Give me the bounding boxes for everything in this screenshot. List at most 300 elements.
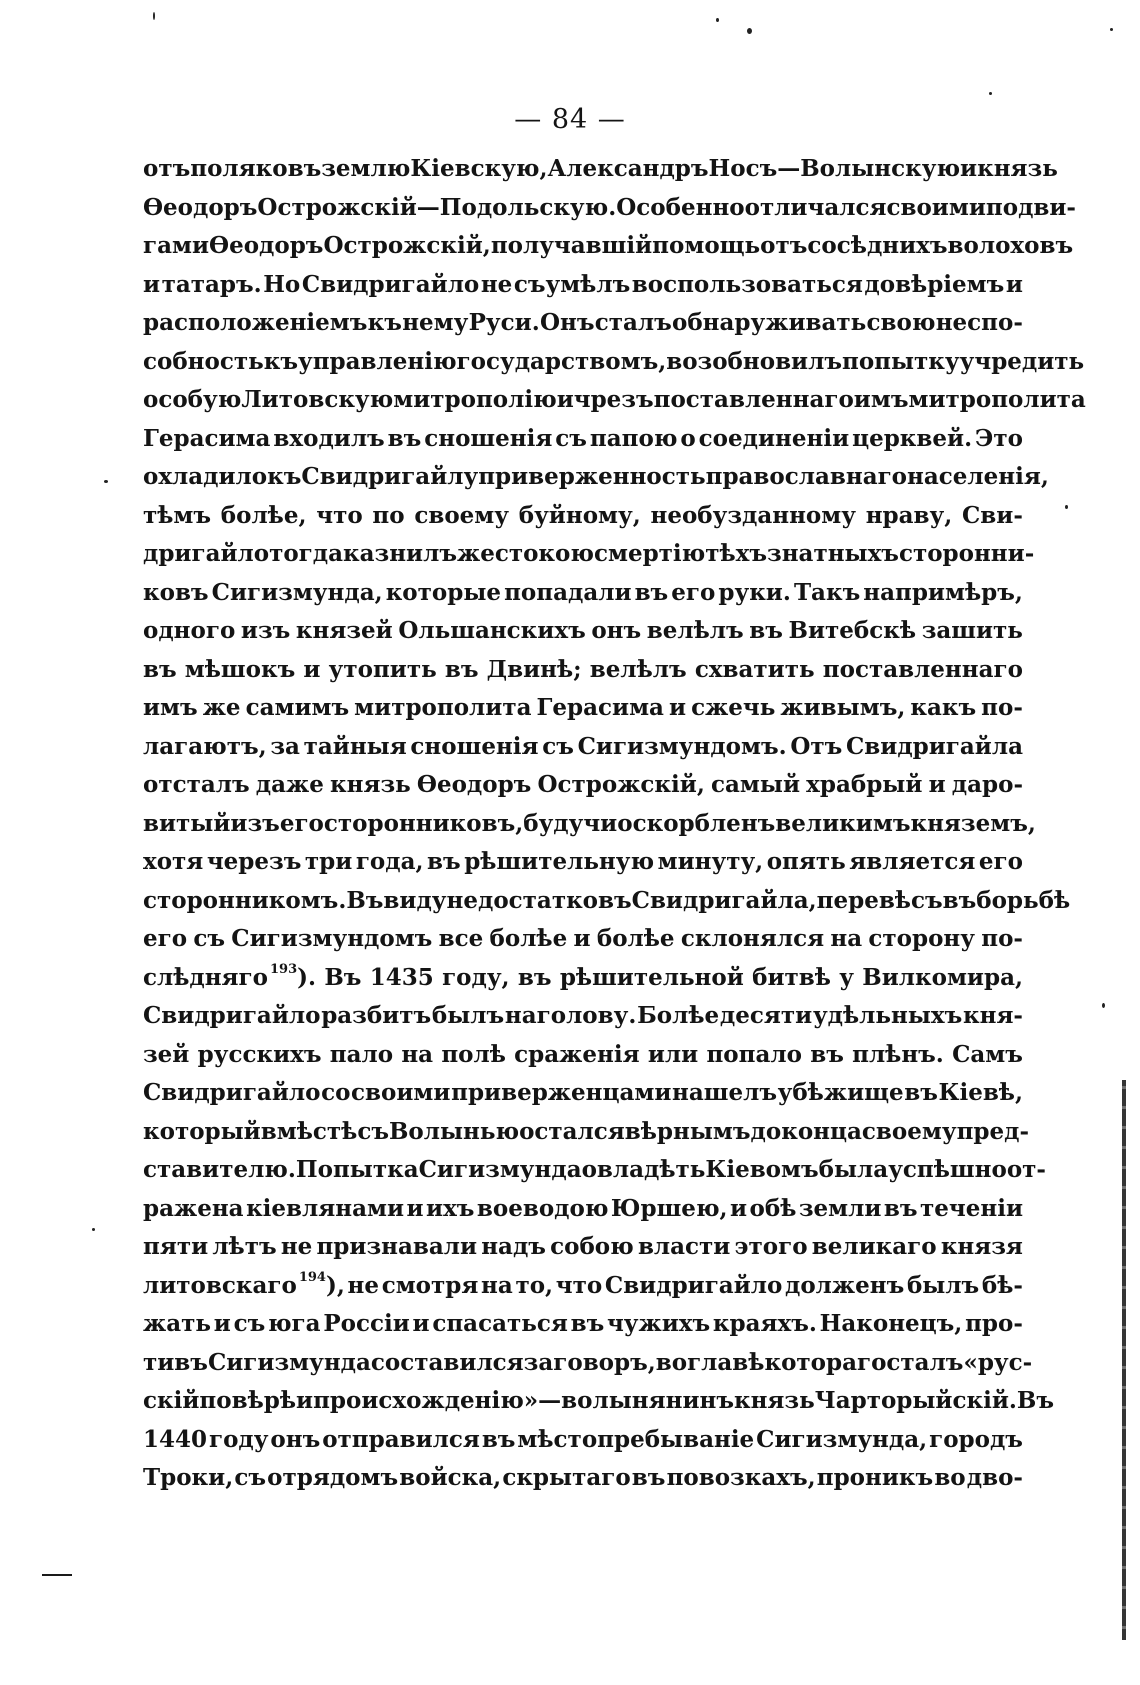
word: конца bbox=[781, 1117, 862, 1145]
word: рѣшительной bbox=[559, 963, 744, 991]
word: охладило bbox=[143, 463, 268, 490]
text-line bbox=[143, 1267, 1023, 1306]
word: во bbox=[655, 1348, 688, 1376]
word: от- bbox=[1006, 1156, 1046, 1183]
word: Вилкомира, bbox=[862, 963, 1023, 991]
word: или bbox=[647, 1040, 699, 1068]
word: и bbox=[668, 694, 687, 721]
word: съ bbox=[542, 732, 574, 760]
word: котораго bbox=[764, 1348, 887, 1376]
text-line bbox=[143, 304, 1023, 343]
word: «рус- bbox=[963, 1348, 1033, 1376]
word: мѣшокъ bbox=[184, 655, 296, 683]
word: сношенія bbox=[410, 732, 539, 760]
word: ражена bbox=[143, 1194, 244, 1222]
word: отличался bbox=[744, 193, 887, 221]
word: къ bbox=[367, 309, 402, 336]
word: сраженія bbox=[514, 1040, 640, 1068]
word: учредить bbox=[959, 347, 1085, 375]
text-line bbox=[143, 189, 1076, 228]
text-line bbox=[143, 1074, 1023, 1113]
word: убѣжище bbox=[777, 1079, 904, 1106]
word: сталъ bbox=[594, 309, 672, 336]
text-line bbox=[143, 997, 1023, 1036]
word: главѣ bbox=[687, 1348, 765, 1376]
word: нраву, bbox=[865, 501, 953, 529]
word: и bbox=[730, 1194, 748, 1222]
word: не bbox=[347, 1271, 379, 1299]
word: жестокою bbox=[456, 540, 594, 567]
word: Чарторыйскій. bbox=[814, 1387, 1017, 1414]
word: на bbox=[401, 1040, 434, 1068]
word: Сигизмунда bbox=[207, 1348, 371, 1376]
word: неспо- bbox=[935, 309, 1023, 336]
word: папою bbox=[589, 424, 678, 452]
word: отъ bbox=[143, 155, 191, 182]
word: въ bbox=[634, 578, 669, 606]
word: который bbox=[143, 1117, 261, 1145]
scan-speck bbox=[989, 92, 992, 95]
word: будучи bbox=[523, 809, 618, 837]
word: дво- bbox=[966, 1464, 1023, 1491]
word: успѣшно bbox=[888, 1156, 1007, 1183]
word: собою bbox=[550, 1233, 634, 1260]
word: Кіевѣ, bbox=[938, 1079, 1023, 1106]
word: съ bbox=[357, 1117, 389, 1145]
word: этого bbox=[734, 1233, 808, 1260]
word: разбитъ bbox=[321, 1002, 432, 1029]
word: мѣстопребываніе bbox=[517, 1425, 755, 1453]
word: заговоръ, bbox=[523, 1348, 656, 1376]
word: ставителю. bbox=[143, 1156, 296, 1183]
word: году bbox=[208, 1425, 269, 1453]
word: болѣе bbox=[596, 925, 675, 952]
word: изъ bbox=[230, 809, 280, 837]
word: его bbox=[279, 809, 324, 837]
word: Россіи bbox=[323, 1310, 410, 1337]
word: съ bbox=[555, 424, 587, 452]
word: и bbox=[960, 155, 978, 182]
word: Сигизмундомъ bbox=[231, 925, 433, 952]
word: Сигизмундомъ. bbox=[577, 732, 787, 760]
word: поляковъ bbox=[190, 155, 322, 182]
word: удѣльныхъ bbox=[812, 1002, 963, 1029]
scan-speck bbox=[716, 18, 719, 22]
word: Сигизмунда, bbox=[211, 578, 383, 606]
word: повозкахъ, bbox=[666, 1464, 816, 1491]
word: борьбѣ bbox=[976, 886, 1071, 914]
word: скій bbox=[143, 1387, 200, 1414]
word: Особенно bbox=[616, 193, 745, 221]
word: какъ bbox=[910, 694, 977, 721]
word: къ bbox=[263, 347, 298, 375]
word: три bbox=[304, 848, 353, 875]
word: въ bbox=[631, 1464, 666, 1491]
word: Это bbox=[975, 424, 1023, 452]
word: не bbox=[480, 270, 513, 298]
word: отправился bbox=[322, 1425, 480, 1453]
word: бѣ- bbox=[981, 1271, 1023, 1299]
text-line bbox=[143, 689, 1023, 728]
word: велѣлъ bbox=[646, 617, 744, 644]
text-line bbox=[143, 266, 1023, 305]
word: десяти bbox=[719, 1002, 813, 1029]
word: власти bbox=[637, 1233, 731, 1260]
word: проникъ bbox=[816, 1464, 934, 1491]
text-line bbox=[143, 1036, 1023, 1075]
word: Носъ—Волынскую bbox=[708, 155, 961, 182]
scan-speck bbox=[1065, 505, 1068, 509]
word: и bbox=[296, 1387, 314, 1414]
word: Свидригайло bbox=[143, 1079, 321, 1106]
word: овладѣть bbox=[581, 1156, 706, 1183]
text-line bbox=[143, 227, 1074, 266]
word: руки. bbox=[718, 578, 791, 606]
word: помощь bbox=[652, 232, 761, 259]
word: князь bbox=[977, 155, 1058, 182]
word: литовскаго $^{194}$), bbox=[143, 1269, 345, 1299]
word: все bbox=[438, 925, 484, 952]
text-line bbox=[143, 1228, 1023, 1267]
word: Наконецъ, bbox=[819, 1310, 963, 1337]
word: происхожденію»—волынянинъ bbox=[313, 1387, 734, 1414]
text-line bbox=[143, 959, 1023, 998]
footnote-ref: 194 bbox=[298, 1269, 326, 1285]
word: самый bbox=[711, 771, 801, 798]
word: съумѣлъ bbox=[513, 270, 631, 298]
word: волоховъ bbox=[947, 232, 1074, 259]
word: гами bbox=[143, 232, 210, 259]
word: составился bbox=[370, 1348, 524, 1376]
word: смертію bbox=[593, 540, 706, 567]
word: напримѣръ, bbox=[863, 578, 1023, 606]
word: Руси. bbox=[468, 309, 540, 336]
word: утопить bbox=[328, 655, 437, 683]
word: имъ bbox=[853, 386, 909, 413]
word: году, bbox=[442, 963, 510, 991]
word: входилъ bbox=[273, 424, 385, 452]
word: соединеніи bbox=[698, 424, 850, 452]
word: возобновилъ bbox=[666, 347, 842, 375]
word: склонялся bbox=[680, 925, 825, 952]
word: имъ bbox=[143, 694, 198, 721]
word: тѣмъ bbox=[143, 501, 212, 529]
word: то, bbox=[515, 1271, 554, 1299]
scan-speck bbox=[92, 1228, 95, 1231]
word: довѣріемъ bbox=[864, 270, 1005, 298]
word: великимъ bbox=[775, 809, 911, 837]
word: въ bbox=[517, 963, 552, 991]
text-line bbox=[143, 420, 1023, 459]
word: Онъ bbox=[539, 309, 595, 336]
word: онъ bbox=[270, 1425, 321, 1453]
word: воспользоваться bbox=[631, 270, 863, 298]
word: Сигизмунда, bbox=[756, 1425, 928, 1453]
word: митрополита bbox=[354, 694, 532, 721]
scan-speck bbox=[1110, 28, 1113, 31]
word: Герасима bbox=[143, 424, 271, 452]
word: зашить bbox=[921, 617, 1023, 644]
word: минуту, bbox=[657, 848, 764, 875]
word: ковъ bbox=[143, 578, 209, 606]
word: поставленнаго bbox=[653, 386, 854, 413]
word: подви- bbox=[985, 193, 1076, 221]
word: Герасима bbox=[536, 694, 664, 721]
text-line bbox=[143, 612, 1023, 651]
scan-mark bbox=[42, 1574, 72, 1576]
word: и bbox=[556, 386, 574, 413]
word: населенія, bbox=[907, 463, 1049, 490]
text-line bbox=[143, 343, 1085, 382]
word: русскихъ bbox=[197, 1040, 322, 1068]
word: Свидригайла bbox=[845, 732, 1023, 760]
word: тайныя bbox=[303, 732, 407, 760]
word: и bbox=[406, 1194, 424, 1222]
word: является bbox=[849, 848, 976, 875]
word: Острожскій, bbox=[323, 232, 491, 259]
word: битвѣ bbox=[752, 963, 831, 991]
word: Свидригайло bbox=[604, 1271, 783, 1299]
text-line bbox=[143, 1113, 1029, 1152]
text-line bbox=[143, 1382, 1055, 1421]
word: витый bbox=[143, 809, 231, 837]
word: въ bbox=[904, 1079, 938, 1106]
word: была bbox=[818, 1156, 889, 1183]
word: кня- bbox=[963, 1002, 1023, 1029]
word: князь bbox=[733, 1387, 815, 1414]
word: въ bbox=[749, 617, 783, 644]
word: велѣлъ bbox=[589, 655, 687, 683]
word: долженъ bbox=[785, 1271, 905, 1299]
text-line bbox=[143, 651, 1023, 690]
word: казнилъ bbox=[343, 540, 457, 567]
word: и bbox=[412, 1310, 430, 1337]
word: Витебскѣ bbox=[788, 617, 917, 644]
word: и bbox=[213, 1310, 231, 1337]
word: по- bbox=[981, 925, 1023, 952]
word: православнаго bbox=[705, 463, 908, 490]
text-line bbox=[143, 805, 1036, 844]
word: дригайло bbox=[143, 540, 270, 567]
word: Въ bbox=[346, 886, 384, 914]
word: собность bbox=[143, 347, 264, 375]
word: спасаться bbox=[432, 1310, 568, 1337]
scan-speck bbox=[153, 12, 155, 20]
word: Но bbox=[263, 270, 301, 298]
word: воеводою bbox=[476, 1194, 609, 1222]
word: вѣрнымъ bbox=[624, 1117, 751, 1145]
text-line bbox=[143, 381, 1086, 420]
word: попадали bbox=[504, 578, 632, 606]
word: самимъ bbox=[245, 694, 350, 721]
word: Болѣе bbox=[637, 1002, 720, 1029]
word: лѣтъ bbox=[212, 1233, 277, 1260]
word: князь bbox=[330, 771, 411, 798]
scan-speck bbox=[1102, 1003, 1105, 1008]
word: 1440 bbox=[143, 1425, 208, 1453]
word: у bbox=[839, 963, 854, 991]
word: одного bbox=[143, 617, 236, 644]
word: по bbox=[372, 501, 405, 529]
word: полѣ bbox=[441, 1040, 506, 1068]
word: съ bbox=[193, 925, 226, 952]
word: отсталъ bbox=[143, 771, 250, 798]
word: къ bbox=[267, 463, 302, 490]
word: Юршею, bbox=[610, 1194, 728, 1222]
word: своему bbox=[861, 1117, 957, 1145]
word: попало bbox=[706, 1040, 802, 1068]
text-line bbox=[143, 920, 1023, 959]
word: сталъ bbox=[886, 1348, 964, 1376]
word: опять bbox=[766, 848, 846, 875]
word: свою bbox=[866, 309, 936, 336]
word: въ bbox=[427, 848, 461, 875]
text-line bbox=[143, 1190, 1023, 1229]
word: болѣе bbox=[489, 925, 568, 952]
word: обѣ bbox=[749, 1194, 797, 1222]
word: въ bbox=[570, 1310, 605, 1337]
word-tail: ). bbox=[297, 963, 317, 991]
word: пяти bbox=[143, 1233, 209, 1260]
page-number: — 84 — bbox=[514, 104, 626, 135]
word: тогда bbox=[269, 540, 344, 567]
word: сосѣднихъ bbox=[807, 232, 948, 259]
word: Ѳеодоръ bbox=[143, 193, 258, 221]
word: плѣнъ. bbox=[852, 1040, 944, 1068]
word-tail: ), bbox=[325, 1271, 345, 1299]
word: земли bbox=[798, 1194, 882, 1222]
word: храбрый bbox=[806, 771, 923, 798]
word: и bbox=[928, 771, 946, 798]
word: Сигизмунда bbox=[418, 1156, 582, 1183]
word: отрядомъ bbox=[267, 1464, 399, 1491]
scan-speck bbox=[104, 480, 108, 483]
text-line bbox=[143, 574, 1023, 613]
word: землю bbox=[321, 155, 411, 182]
word: Въ bbox=[1016, 1387, 1055, 1414]
scan-binding-edge bbox=[1122, 1080, 1126, 1640]
word: попытку bbox=[841, 347, 960, 375]
word: не bbox=[280, 1233, 313, 1260]
body-text bbox=[143, 150, 1086, 1498]
word: признавали bbox=[316, 1233, 478, 1260]
word: расположеніемъ bbox=[143, 309, 368, 336]
word: сторону bbox=[868, 925, 975, 952]
word: по bbox=[199, 1387, 232, 1414]
text-line bbox=[143, 843, 1023, 882]
text-line bbox=[143, 1459, 1023, 1498]
word: своими bbox=[886, 193, 986, 221]
word: болѣе, bbox=[220, 501, 307, 529]
text-line bbox=[143, 1344, 1033, 1383]
word: на bbox=[481, 1271, 513, 1299]
word: былъ bbox=[906, 1271, 980, 1299]
word: Ольшанскихъ bbox=[398, 617, 586, 644]
word: Свидригайла, bbox=[631, 886, 817, 914]
scan-speck bbox=[747, 28, 752, 34]
word: необузданному bbox=[650, 501, 856, 529]
word: смотря bbox=[381, 1271, 479, 1299]
text-line bbox=[143, 766, 1023, 805]
word: сношенія bbox=[424, 424, 553, 452]
word: татаръ. bbox=[161, 270, 262, 298]
word: поставленнаго bbox=[822, 655, 1023, 683]
word: кіевлянами bbox=[246, 1194, 405, 1222]
word: Волынью bbox=[388, 1117, 520, 1145]
text-line bbox=[143, 1305, 1023, 1344]
word: Кіевомъ bbox=[705, 1156, 819, 1183]
word: Самъ bbox=[952, 1040, 1023, 1068]
text-line bbox=[143, 1421, 1023, 1460]
word: что bbox=[316, 501, 363, 529]
word: съ bbox=[233, 1310, 266, 1337]
word: жать bbox=[143, 1310, 211, 1337]
word: приверженность bbox=[478, 463, 706, 490]
word: войска, bbox=[399, 1464, 502, 1491]
word: о bbox=[680, 424, 696, 452]
word: былъ bbox=[431, 1002, 505, 1029]
word: вѣрѣ bbox=[231, 1387, 297, 1414]
word: чужихъ bbox=[606, 1310, 711, 1337]
word: черезъ bbox=[206, 848, 302, 875]
word: въ bbox=[810, 1040, 844, 1068]
word: государствомъ, bbox=[456, 347, 667, 375]
word: буйному, bbox=[518, 501, 641, 529]
word: во bbox=[934, 1464, 966, 1491]
word: Сви- bbox=[961, 501, 1023, 529]
word: сторонникомъ. bbox=[143, 886, 347, 914]
word: митрополію bbox=[393, 386, 557, 413]
word: отъ bbox=[760, 232, 808, 259]
word: Такъ bbox=[793, 578, 861, 606]
word: же bbox=[202, 694, 241, 721]
word: нему bbox=[402, 309, 469, 336]
word: онъ bbox=[591, 617, 642, 644]
word: Кіевскую, bbox=[410, 155, 548, 182]
word: Ѳеодоръ bbox=[416, 771, 532, 798]
word: на bbox=[830, 925, 863, 952]
word: Попытка bbox=[295, 1156, 419, 1183]
word: года, bbox=[355, 848, 424, 875]
word: виду bbox=[383, 886, 447, 914]
word: его bbox=[143, 925, 188, 952]
word: Острожскій—Подольскую. bbox=[257, 193, 617, 221]
word: особую bbox=[143, 386, 242, 413]
text-line bbox=[143, 150, 1058, 189]
word: изъ bbox=[240, 617, 291, 644]
word: надъ bbox=[481, 1233, 546, 1260]
word: его bbox=[671, 578, 716, 606]
word: Свидригайлу bbox=[301, 463, 479, 490]
word: пало bbox=[329, 1040, 394, 1068]
word: митрополита bbox=[908, 386, 1086, 413]
word: Двинѣ; bbox=[486, 655, 582, 683]
word: съ bbox=[234, 1464, 267, 1491]
word: живымъ, bbox=[780, 694, 906, 721]
word: 1435 bbox=[369, 963, 434, 991]
word: чрезъ bbox=[573, 386, 654, 413]
word: за bbox=[270, 732, 300, 760]
word: управленію bbox=[298, 347, 457, 375]
word: Литовскую bbox=[241, 386, 394, 413]
text-line bbox=[143, 535, 1035, 574]
footnote-ref: 193 bbox=[269, 961, 298, 977]
word: его bbox=[978, 848, 1023, 875]
word: нашелъ bbox=[672, 1079, 777, 1106]
word: и bbox=[573, 925, 591, 952]
word: своему bbox=[414, 501, 509, 529]
word: княземъ, bbox=[910, 809, 1036, 837]
